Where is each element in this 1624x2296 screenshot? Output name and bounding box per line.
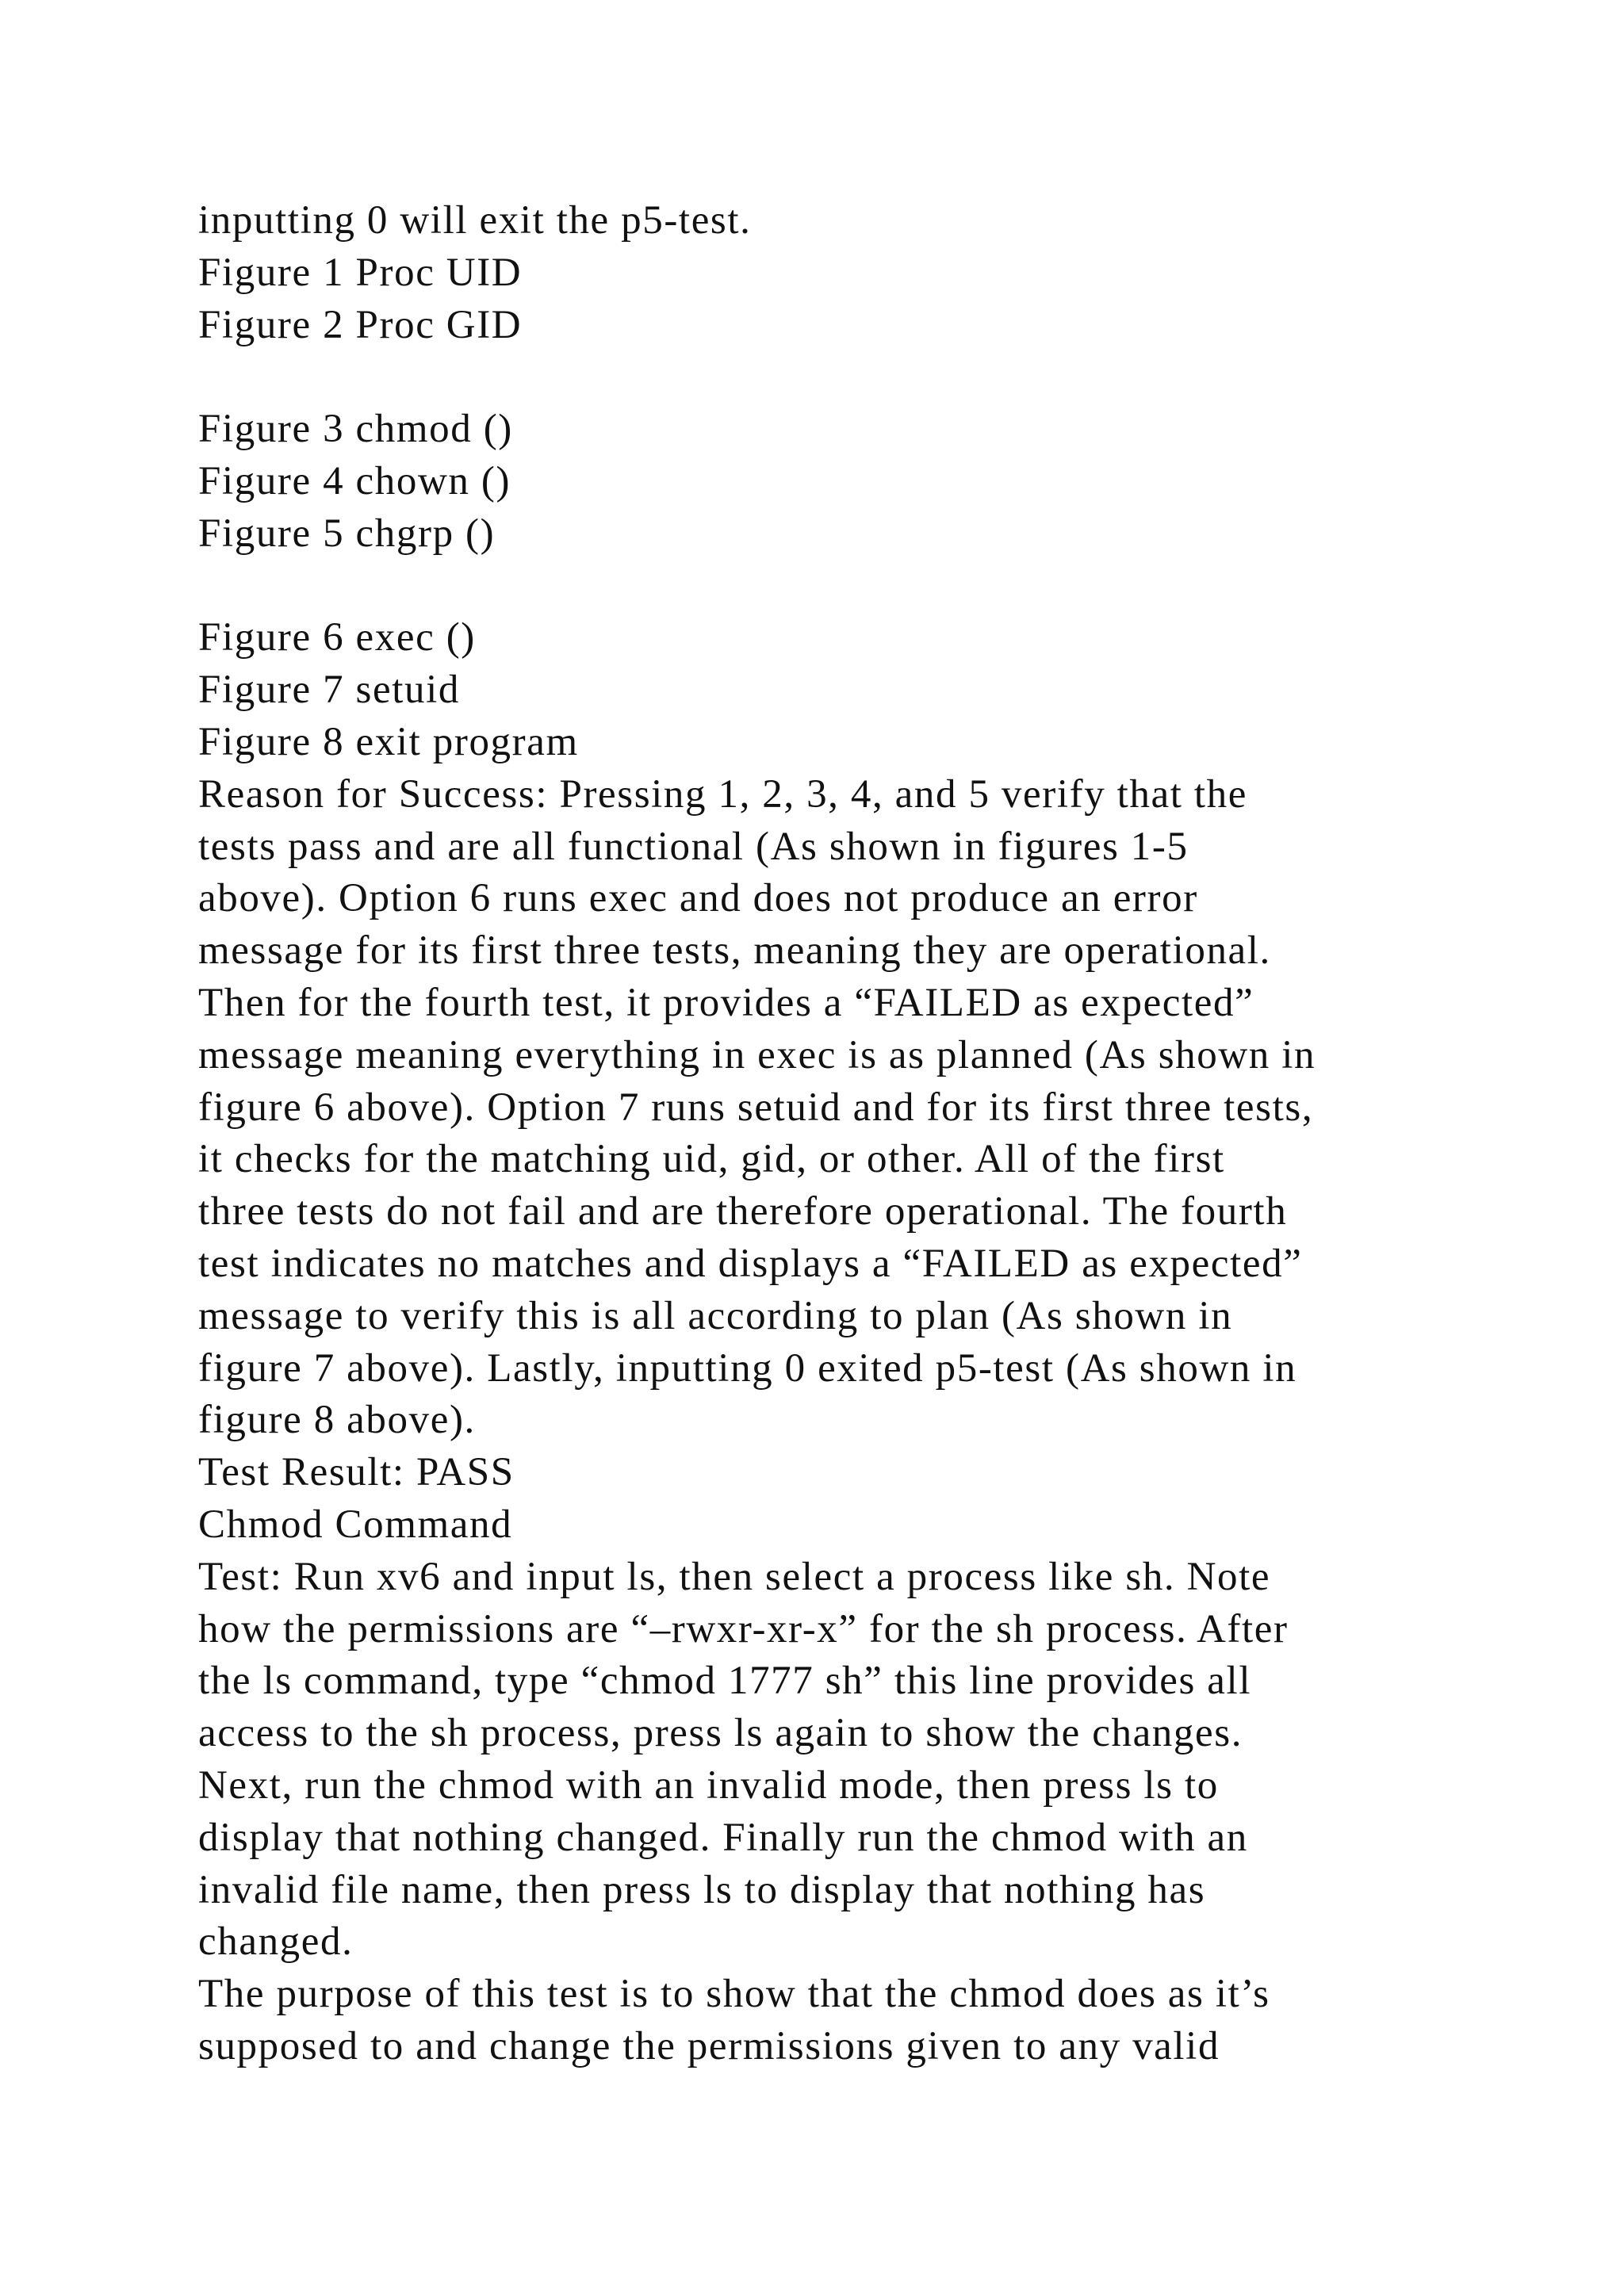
body-line: Test: Run xv6 and input ls, then select a process like sh. Note [198, 1554, 1271, 1599]
body-line: tests pass and are all functional (As shown in figures 1-5 [198, 824, 1189, 869]
body-line: it checks for the matching uid, gid, or other. All of the first [198, 1137, 1225, 1182]
body-line: inputting 0 will exit the p5-test. [198, 198, 752, 243]
figure-caption-4: Figure 4 chown () [198, 458, 511, 503]
body-line: message for its first three tests, meaning they are operational. [198, 928, 1271, 974]
blank-line [198, 351, 1451, 404]
figure-caption-7: Figure 7 setuid [198, 668, 460, 713]
body-line: message meaning everything in exec is as planned (As shown in [198, 1032, 1316, 1077]
body-line: test indicates no matches and displays a “FAILED as expected” [198, 1241, 1303, 1286]
test-result-line: Test Result: PASS [198, 1450, 515, 1495]
body-line: above). Option 6 runs exec and does not produce an error [198, 876, 1198, 921]
figure-caption-3: Figure 3 chmod () [198, 407, 513, 452]
figure-caption-1: Figure 1 Proc UID [198, 250, 523, 295]
body-line: figure 7 above). Lastly, inputting 0 exited p5-test (As shown in [198, 1345, 1297, 1391]
body-line: Then for the fourth test, it provides a “FAILED as expected” [198, 980, 1254, 1025]
body-line: The purpose of this test is to show that the chmod does as it’s [198, 1972, 1270, 2017]
body-line: figure 8 above). [198, 1398, 476, 1443]
body-line: three tests do not fail and are therefore operational. The fourth [198, 1189, 1288, 1234]
figure-caption-8: Figure 8 exit program [198, 719, 579, 764]
body-line: figure 6 above). Option 7 runs setuid and for its first three tests, [198, 1085, 1314, 1130]
figure-caption-5: Figure 5 chgrp () [198, 511, 496, 556]
body-line: changed. [198, 1919, 354, 1965]
figure-caption-2: Figure 2 Proc GID [198, 302, 523, 347]
body-line: access to the sh process, press ls again to show the changes. [198, 1711, 1243, 1756]
figure-caption-6: Figure 6 exec () [198, 615, 476, 660]
body-line: how the permissions are “–rwxr-xr-x” for the sh process. After [198, 1606, 1289, 1651]
body-line: supposed to and change the permissions given to any valid [198, 2023, 1220, 2068]
body-line: the ls command, type “chmod 1777 sh” this line provides all [198, 1659, 1252, 1704]
blank-line [198, 561, 1451, 613]
body-line: Reason for Success: Pressing 1, 2, 3, 4, and 5 verify that the [198, 771, 1247, 817]
body-line: Next, run the chmod with an invalid mode, then press ls to [198, 1762, 1219, 1808]
body-line: invalid file name, then press ls to display that nothing has [198, 1867, 1206, 1912]
section-heading: Chmod Command [198, 1502, 513, 1547]
body-line: message to verify this is all according to plan (As shown in [198, 1293, 1233, 1338]
document-body [198, 195, 1451, 2073]
body-line: display that nothing changed. Finally run the chmod with an [198, 1815, 1248, 1860]
